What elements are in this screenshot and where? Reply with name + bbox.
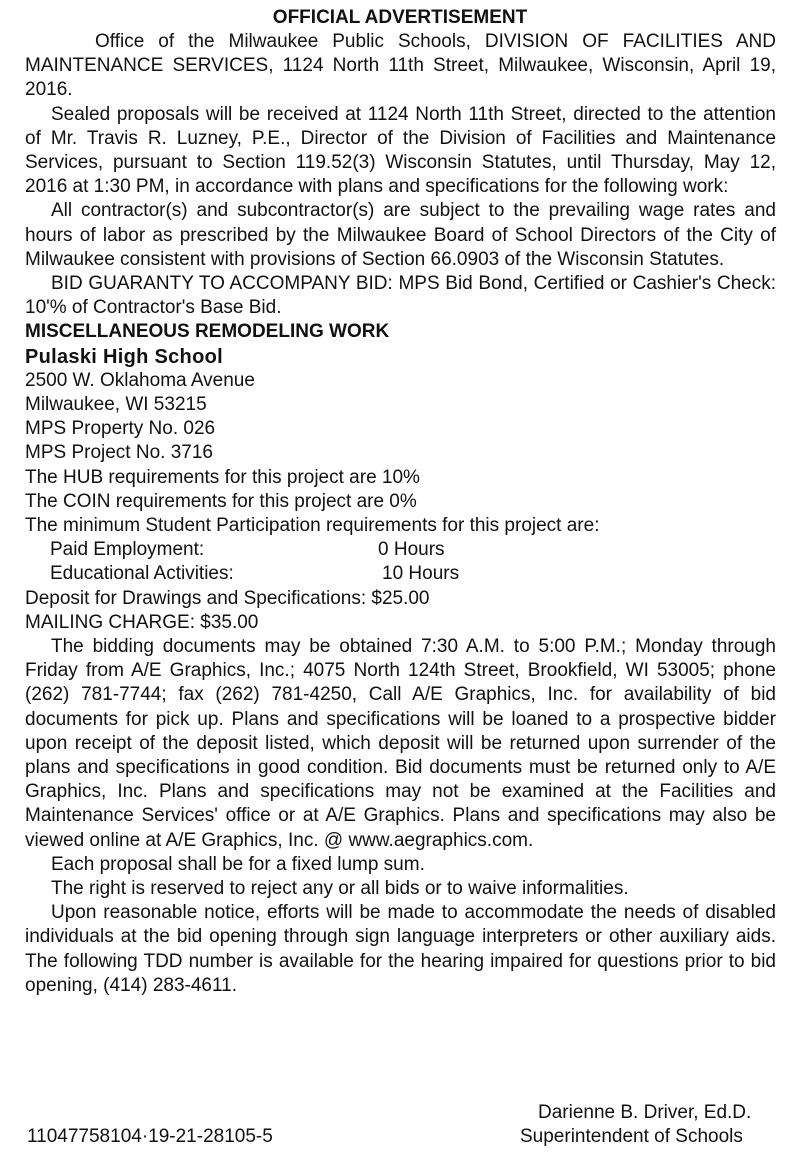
coin-requirement: The COIN requirements for this project are 0% xyxy=(25,490,417,512)
advertisement-id: 11047758104·19-21-28105-5 xyxy=(27,1126,273,1147)
property-number: MPS Property No. 026 xyxy=(25,418,216,440)
student-participation-requirement: The minimum Student Participation requirements for this project are: xyxy=(25,515,600,537)
contractors-paragraph: All contractor(s) and subcontractor(s) are subject to the prevailing wage rates and hours of labor as prescribed by the Milwaukee Board of School Directors of the City of Milwaukee consistent with provisions of Section 66.0903 of the Wisconsin Statutes. xyxy=(25,200,776,270)
accommodation-paragraph: Upon reasonable notice, efforts will be made to accommodate the needs of disabled individuals at the bid opening through sign language interpreters or other auxiliary aids. The following TDD number is available for the hearing impaired for questions prior to bid opening, (414) 283-4611. xyxy=(25,902,776,996)
hub-requirement: The HUB requirements for this project are 10% xyxy=(25,466,420,488)
advertisement-title: OFFICIAL ADVERTISEMENT xyxy=(272,7,528,28)
bidding-documents-paragraph: The bidding documents may be obtained 7:30 A.M. to 5:00 P.M.; Monday through Friday from A/E Graphics, Inc.; 4075 North 124th Street, Brookfield, WI 53005; phone (262) 781-7744; fax (262) 781-4250, Call A/E Graphics, Inc. for availability of bid documents for pick up. Plans and specifications will be loaned to a prospective bidder upon receipt of the deposit listed, which deposit will be returned upon surrender of the plans and specifications in good condition. Bid documents must be returned only to A/E Graphics, Inc. Plans and specifications may not be examined at the Facilities and Maintenance Services' office or at A/E Graphics. Plans and specifications may also be viewed online at A/E Graphics, Inc. @ www.aegraphics.com. xyxy=(25,636,776,851)
deposit-line: Deposit for Drawings and Specifications: $25.00 xyxy=(25,587,430,609)
educational-activities-row xyxy=(50,562,800,586)
right-reserved-paragraph: The right is reserved to reject any or all bids or to waive informalities. xyxy=(51,878,629,900)
signer-name: Darienne B. Driver, Ed.D. xyxy=(538,1102,752,1123)
educational-activities-label: Educational Activities: xyxy=(50,563,234,585)
address-line-1: 2500 W. Oklahoma Avenue xyxy=(25,369,255,391)
address-line-2: Milwaukee, WI 53215 xyxy=(25,394,207,416)
mailing-charge-line: MAILING CHARGE: $35.00 xyxy=(25,611,259,633)
school-name: Pulaski High School xyxy=(25,345,223,368)
bid-guaranty-paragraph: BID GUARANTY TO ACCOMPANY BID: MPS Bid Bond, Certified or Cashier's Check: 10'% of Contractor's Base Bid. xyxy=(25,273,776,319)
paid-employment-label: Paid Employment: xyxy=(50,539,205,561)
project-heading: MISCELLANEOUS REMODELING WORK xyxy=(25,321,390,343)
office-paragraph: Office of the Milwaukee Public Schools, DIVISION OF FACILITIES AND MAINTENANCE SERVICES, 1124 North 11th Street, Milwaukee, Wisconsin, April 19, 2016. xyxy=(25,31,776,101)
educational-activities-value: 10 Hours xyxy=(382,563,460,585)
lump-sum-paragraph: Each proposal shall be for a fixed lump sum. xyxy=(51,853,425,875)
signer-title: Superintendent of Schools xyxy=(520,1126,743,1147)
project-number: MPS Project No. 3716 xyxy=(25,442,213,464)
paid-employment-value: 0 Hours xyxy=(378,539,445,561)
paid-employment-row xyxy=(50,538,800,562)
sealed-proposals-paragraph: Sealed proposals will be received at 1124 North 11th Street, directed to the attention of Mr. Travis R. Luzney, P.E., Director of the Division of Facilities and Maintenance Services, pursuant to Section 119.52(3) Wisconsin Statutes, until Thursday, May 12, 2016 at 1:30 PM, in accordance with plans and specifications for the following work: xyxy=(25,103,776,198)
